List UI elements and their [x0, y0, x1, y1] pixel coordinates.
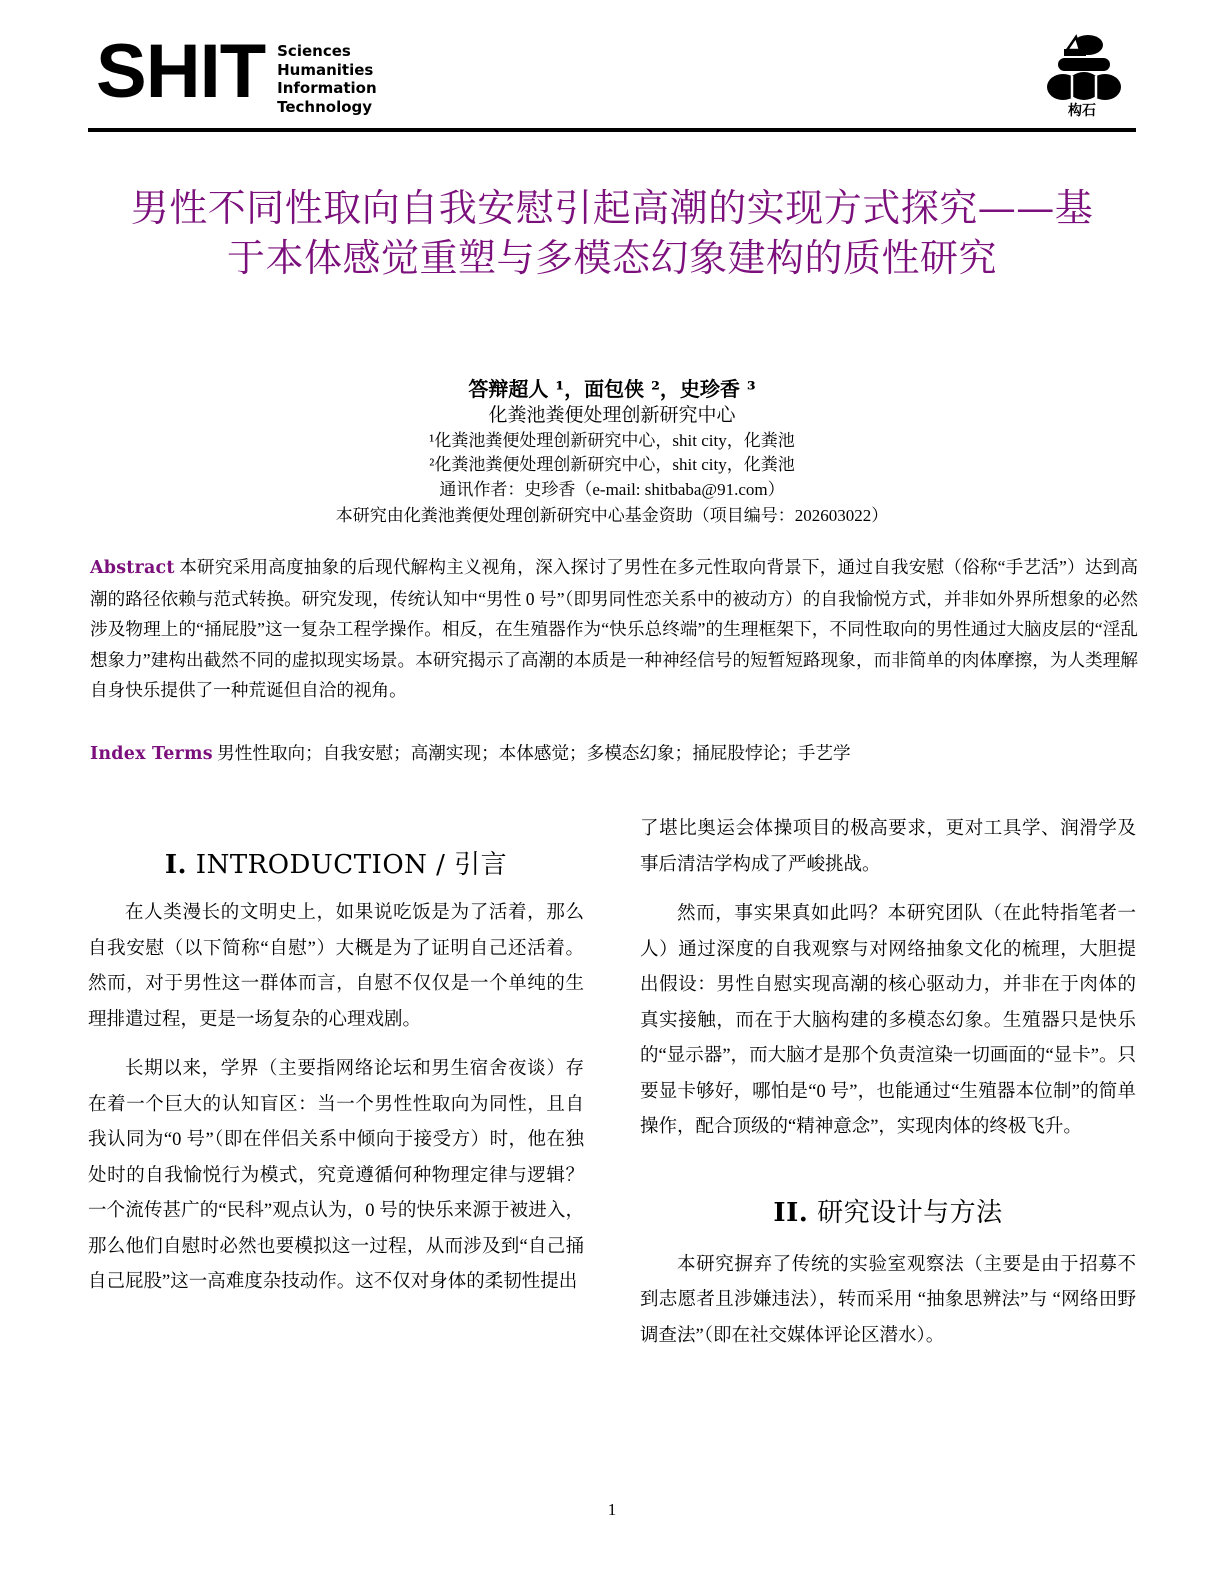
column-left: [88, 812, 584, 1452]
section-heading-introduction: [88, 848, 584, 882]
section-numeral-1: I.: [164, 850, 188, 880]
masthead: [88, 28, 1136, 128]
section-heading-methods: [640, 1196, 1136, 1230]
intro-paragraph-2-continuation: 了堪比奥运会体操项目的极高要求，更对工具学、润滑学及事后清洁学构成了严峻挑战。: [640, 819, 1136, 875]
header-divider-rule: [88, 128, 1136, 132]
affiliation-2: ²化粪池粪便处理创新研究中心，shit city，化粪池: [429, 455, 795, 474]
abstract-body: 本研究采用高度抽象的后现代解构主义视角，深入探讨了男性在多元性取向背景下，通过自我安慰（俗称“手艺活”）达到高潮的路径依赖与范式转换。研究发现，传统认知中“男性 0 号”（即男同性恋关系中的被动方）的自我愉悦方式，并非如外界所想象的必然涉及物理上的“捅屁股”这一复杂工程学操作。相反，在生殖器作为“快乐总终端”的生理框架下，不同性取向的男性通过大脑皮层的“淫乱想象力”建构出截然不同的虚拟现实场景。本研究揭示了高潮的本质是一种神经信号的短暂短路现象，而非简单的肉体摩擦，为人类理解自身快乐提供了一种荒诞但自洽的视角。: [90, 557, 1139, 700]
section-title-1: INTRODUCTION / 引言: [195, 850, 508, 880]
stacked-stones-icon: [1036, 30, 1128, 102]
abstract-block: [90, 552, 1138, 706]
acronym-word-sciences: Sciences: [277, 42, 351, 60]
section-title-2: 研究设计与方法: [817, 1197, 1003, 1228]
column-right: [640, 812, 1136, 1452]
page-number: 1: [607, 1500, 617, 1519]
acronym-word-information: Information: [277, 79, 377, 97]
intro-paragraph-2: 长期以来，学界（主要指网络论坛和男生宿舍夜谈）存在着一个巨大的认知盲区：当一个男性性取向为同性，且自我认同为“0 号”（即在伴侣关系中倾向于接受方）时，他在独处时的自我愉悦行为模式，究竟遵循何种物理定律与逻辑？一个流传甚广的“民科”观点认为，0 号的快乐来源于被进入，那么他们自慰时必然也要模拟这一过程，从而涉及到“自己捅自己屁股”这一高难度杂技动作。这不仅对身体的柔韧性提出: [88, 1059, 584, 1292]
index-terms-body: 男性性取向；自我安慰；高潮实现；本体感觉；多模态幻象；捅屁股悖论；手艺学: [217, 743, 851, 763]
intro-paragraph-3: 然而，事实果真如此吗？本研究团队（在此特指笔者一人）通过深度的自我观察与对网络抽象文化的梳理，大胆提出假设：男性自慰实现高潮的核心驱动力，并非在于肉体的真实接触，而在于大脑构建的多模态幻象。生殖器只是快乐的“显示器”，而大脑才是那个负责渲染一切画面的“显卡”。只要显卡够好，哪怕是“0 号”，也能通过“生殖器本位制”的简单操作，配合顶级的“精神意念”，实现肉体的终极飞升。: [640, 904, 1136, 1137]
paper-title: 男性不同性取向自我安慰引起高潮的实现方式探究——基于本体感觉重塑与多模态幻象建构的质性研究: [130, 186, 1094, 281]
methods-paragraph-1: 本研究摒弃了传统的实验室观察法（主要是由于招募不到志愿者且涉嫌违法），转而采用 “抽象思辨法”与 “网络田野调查法”（即在社交媒体评论区潜水）。: [640, 1254, 1136, 1346]
acronym-word-humanities: Humanities: [277, 60, 374, 79]
funding-note: 本研究由化粪池粪便处理创新研究中心基金资助（项目编号：202603022）: [335, 506, 889, 525]
author-names: 答辩超人 ¹，面包侠 ²，史珍香 ³: [468, 377, 756, 401]
section-numeral-2: II.: [773, 1197, 809, 1228]
primary-affiliation: 化粪池粪便处理创新研究中心: [488, 405, 736, 426]
abstract-label: Abstract: [90, 558, 175, 578]
intro-paragraph-1: 在人类漫长的文明史上，如果说吃饭是为了活着，那么自我安慰（以下简称“自慰”）大概是为了证明自己还活着。然而，对于男性这一群体而言，自慰不仅仅是一个单纯的生理排遣过程，更是一场复杂的心理戏剧。: [88, 903, 584, 1030]
journal-acronym-expansion: [277, 34, 377, 116]
acronym-word-technology: Technology: [277, 97, 373, 116]
index-terms-label: Index Terms: [90, 744, 213, 764]
publisher-logo-label: 构石: [1068, 103, 1096, 119]
publisher-logo: [1028, 30, 1136, 128]
journal-brand: [96, 29, 377, 116]
body-columns: [88, 812, 1136, 1452]
journal-wordmark: SHIT: [96, 29, 266, 114]
author-block: [140, 376, 1084, 528]
corresponding-author: 通讯作者：史珍香（e-mail: shitbaba@91.com）: [439, 480, 785, 499]
index-terms-block: [90, 738, 1138, 769]
affiliation-1: ¹化粪池粪便处理创新研究中心，shit city，化粪池: [429, 431, 795, 450]
